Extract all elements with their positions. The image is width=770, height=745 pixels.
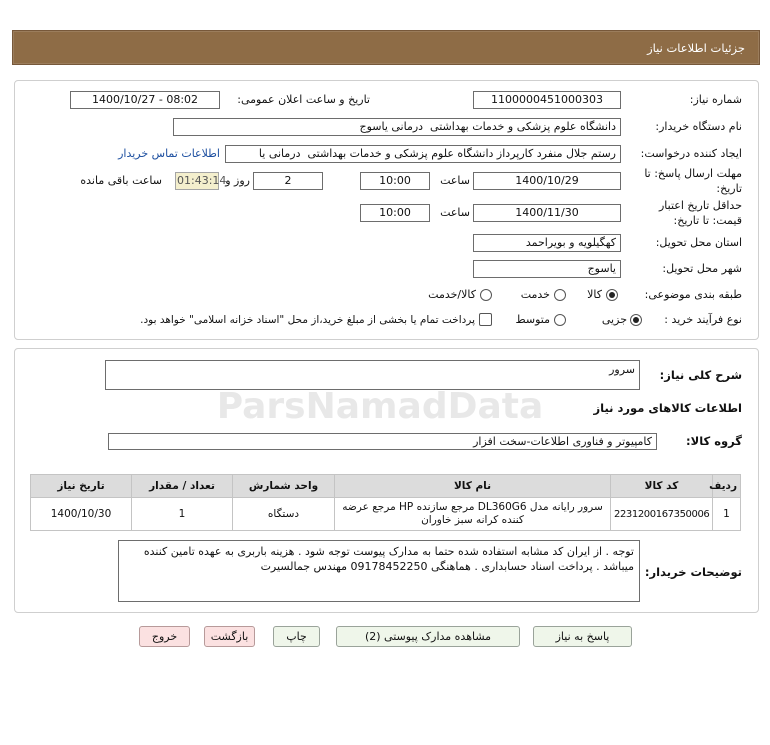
remaining-days-label: روز و (225, 174, 250, 187)
page-header (12, 30, 760, 65)
buyer-notes-label: توضیحات خریدار: (644, 565, 742, 579)
table-header-row (31, 475, 741, 498)
item-group-label: گروه کالا: (686, 434, 742, 448)
category-radio-service[interactable] (554, 289, 566, 301)
need-number-label: شماره نیاز: (689, 93, 742, 106)
remaining-time-label: ساعت باقی مانده (80, 174, 162, 187)
column-header-need-date: تاریخ نیاز (31, 475, 132, 498)
need-description-field[interactable]: سرور (105, 360, 640, 390)
back-button[interactable]: بازگشت (204, 626, 255, 647)
category-label: طبقه بندی موضوعی: (644, 288, 742, 301)
price-validity-label-line2: قیمت: تا تاریخ: (673, 214, 742, 227)
page-title: جزئیات اطلاعات نیاز (647, 41, 745, 55)
reply-deadline-date-field[interactable]: 1400/10/29 (473, 172, 621, 190)
process-type-label: نوع فرآیند خرید : (664, 313, 742, 326)
view-attachments-button[interactable]: مشاهده مدارک پیوستی (2) (336, 626, 520, 647)
row-index-cell: 1 (713, 498, 741, 531)
column-header-quantity: تعداد / مقدار (132, 475, 233, 498)
column-header-index: ردیف (713, 475, 741, 498)
category-radio-goods-service[interactable] (480, 289, 492, 301)
reply-deadline-time-field[interactable]: 10:00 (360, 172, 430, 190)
column-header-unit: واحد شمارش (233, 475, 335, 498)
process-radio-minor-label: جزیی (601, 313, 627, 326)
reply-deadline-label-line1: مهلت ارسال پاسخ: تا (644, 167, 742, 180)
items-table (30, 474, 741, 531)
remaining-days-field[interactable]: 2 (253, 172, 323, 190)
announce-datetime-label: تاریخ و ساعت اعلان عمومی: (237, 93, 370, 106)
category-radio-goods-service-label: کالا/خدمت (428, 288, 476, 301)
row-name-cell: سرور رایانه مدل DL360G6 مرجع سازنده HP مرجع عرضه کننده کرانه سبز خاوران (335, 498, 611, 531)
province-field[interactable]: کهگیلویه و بویراحمد (473, 234, 621, 252)
announce-datetime-field[interactable]: 1400/10/27 - 08:02 (70, 91, 220, 109)
treasury-payment-label: پرداخت تمام یا بخشی از مبلغ خرید،از محل "اسناد خزانه اسلامی" خواهد بود. (140, 314, 475, 326)
buyer-notes-field[interactable]: توجه . از ایران کد مشابه استفاده شده حتما به مدارک پیوست توجه شود . هزینه باربری به عهده تامین کننده میباشد . پرداخت اسناد حسابداری . هماهنگی 09178452250 مهندس جمالسیرت (118, 540, 640, 602)
reply-deadline-label-line2: تاریخ: (716, 182, 742, 195)
category-radio-service-label: خدمت (520, 288, 550, 301)
remaining-time-field: 01:43:14 (175, 172, 219, 190)
city-field[interactable]: یاسوج (473, 260, 621, 278)
item-group-field[interactable]: کامپیوتر و فناوری اطلاعات-سخت افزار (108, 433, 657, 450)
need-number-field[interactable]: 1100000451000303 (473, 91, 621, 109)
items-heading: اطلاعات کالاهای مورد نیاز (593, 401, 742, 415)
process-radio-minor[interactable] (630, 314, 642, 326)
table-row (31, 498, 741, 531)
buyer-org-field[interactable]: دانشگاه علوم پزشکی و خدمات بهداشتی درمانی یاسوج (173, 118, 621, 136)
price-validity-time-label: ساعت (440, 206, 470, 219)
price-validity-time-field[interactable]: 10:00 (360, 204, 430, 222)
process-radio-medium[interactable] (554, 314, 566, 326)
price-validity-label-line1: حداقل تاریخ اعتبار (658, 199, 742, 212)
category-radio-goods-label: کالا (587, 288, 602, 301)
exit-button[interactable]: خروج (139, 626, 190, 647)
buyer-contact-link[interactable]: اطلاعات تماس خریدار (118, 147, 220, 160)
column-header-name: نام کالا (335, 475, 611, 498)
print-button[interactable]: چاپ (273, 626, 320, 647)
need-description-label: شرح کلی نیاز: (659, 368, 742, 382)
treasury-payment-checkbox[interactable] (479, 313, 492, 326)
column-header-code: کد کالا (611, 475, 713, 498)
row-code-cell: 2231200167350006 (611, 498, 713, 531)
reply-deadline-time-label: ساعت (440, 174, 470, 187)
price-validity-date-field[interactable]: 1400/11/30 (473, 204, 621, 222)
requester-label: ایجاد کننده درخواست: (640, 147, 742, 160)
province-label: استان محل تحویل: (655, 236, 742, 249)
respond-button[interactable]: پاسخ به نیاز (533, 626, 632, 647)
buyer-org-label: نام دستگاه خریدار: (655, 120, 742, 133)
city-label: شهر محل تحویل: (662, 262, 742, 275)
requester-field[interactable]: رستم جلال منفرد کارپرداز دانشگاه علوم پزشکی و خدمات بهداشتی درمانی یا (225, 145, 621, 163)
category-radio-goods[interactable] (606, 289, 618, 301)
row-unit-cell: دستگاه (233, 498, 335, 531)
row-need-date-cell: 1400/10/30 (31, 498, 132, 531)
process-radio-medium-label: متوسط (515, 313, 550, 326)
row-quantity-cell: 1 (132, 498, 233, 531)
